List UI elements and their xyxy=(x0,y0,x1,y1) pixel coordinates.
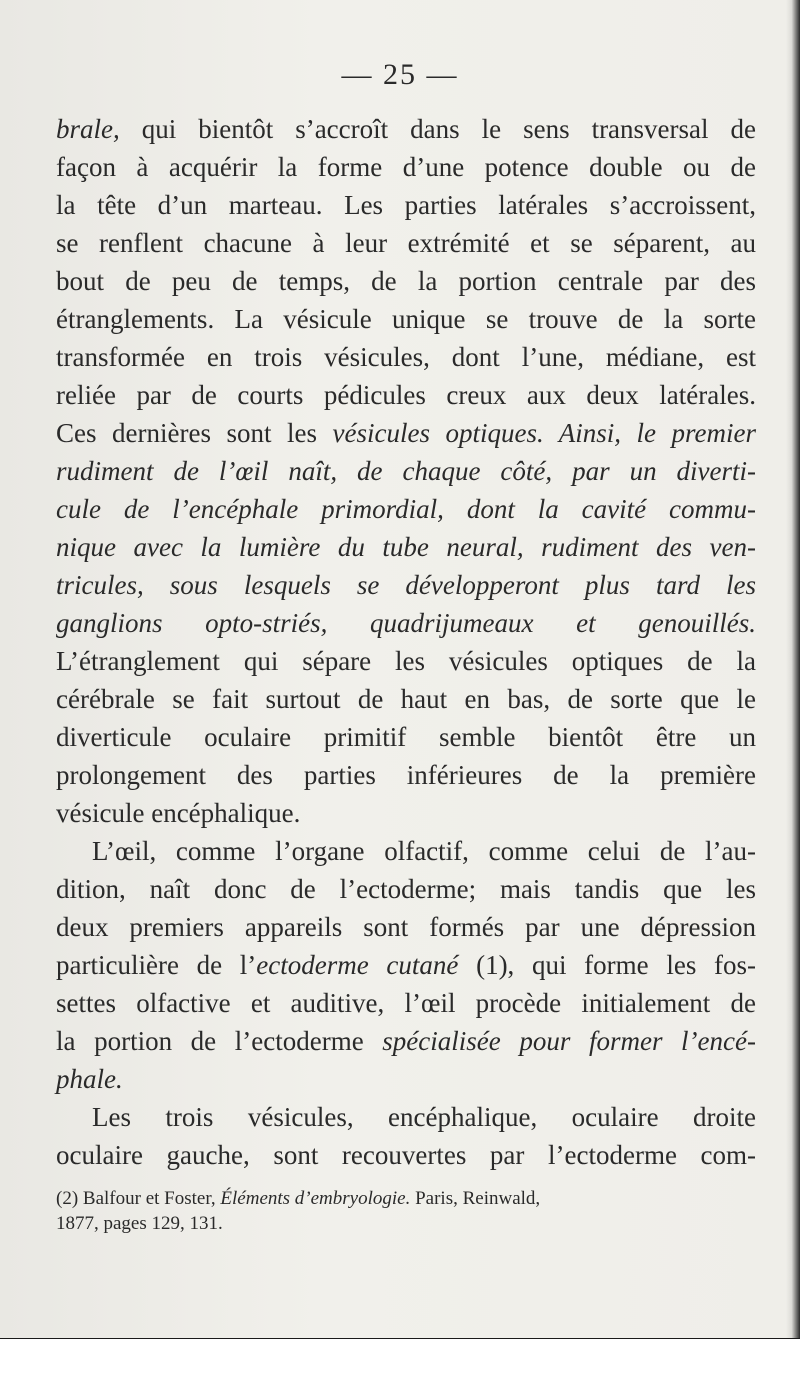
text-run: L’œil, comme l’organe olfactif, comme celui de l’au- xyxy=(92,836,756,866)
text-line xyxy=(56,908,756,946)
page-edge-shadow xyxy=(786,0,800,1373)
text-run: 1877, pages 129, 131. xyxy=(56,1213,223,1234)
text-line xyxy=(56,452,756,490)
footnote-line-2 xyxy=(56,1211,756,1236)
text-run: diverticule oculaire primitif semble bientôt être un xyxy=(56,722,756,752)
text-line xyxy=(56,794,756,832)
text-run: deux premiers appareils sont formés par une dépression xyxy=(56,912,756,942)
body-text xyxy=(56,110,756,1174)
text-line xyxy=(56,1136,756,1174)
text-line xyxy=(56,528,756,566)
text-line xyxy=(56,1098,756,1136)
text-run: dition, naît donc de l’ectoderme; mais tandis que les xyxy=(56,874,756,904)
text-run: vésicules optiques. Ainsi, le premier xyxy=(332,418,756,448)
text-run: brale, xyxy=(56,114,120,144)
text-run: Paris, Reinwald, xyxy=(410,1188,541,1209)
text-line xyxy=(56,300,756,338)
text-run: étranglements. La vésicule unique se trouve de la sorte xyxy=(56,304,756,334)
text-run: phale. xyxy=(56,1064,123,1094)
text-run: spécialisée pour former l’encé- xyxy=(382,1026,756,1056)
text-line xyxy=(56,1022,756,1060)
text-run: Éléments d’embryologie. xyxy=(220,1188,411,1209)
text-run: (1), qui forme les fos- xyxy=(458,950,757,980)
text-run: Les trois vésicules, encéphalique, oculaire droite xyxy=(92,1102,756,1132)
text-line xyxy=(56,110,756,148)
text-run: nique avec la lumière du tube neural, rudiment des ven- xyxy=(56,532,756,562)
text-line xyxy=(56,870,756,908)
text-run: settes olfactive et auditive, l’œil procède initialement de xyxy=(56,988,756,1018)
text-line xyxy=(56,946,756,984)
footnote xyxy=(56,1186,756,1236)
page-number: — 25 — xyxy=(341,58,459,91)
text-line xyxy=(56,376,756,414)
text-line xyxy=(56,338,756,376)
text-run: (2) Balfour et Foster, xyxy=(56,1188,221,1209)
footnote-line-1 xyxy=(56,1186,756,1211)
text-run: L’étranglement qui sépare les vésicules optiques de la xyxy=(56,646,756,676)
text-run: tricules, sous lesquels se développeront plus tard les xyxy=(56,570,756,600)
text-run: façon à acquérir la forme d’une potence double ou de xyxy=(56,152,756,182)
text-line xyxy=(56,262,756,300)
text-line xyxy=(56,604,756,642)
text-line xyxy=(56,718,756,756)
text-run: cérébrale se fait surtout de haut en bas, de sorte que le xyxy=(56,684,756,714)
text-line xyxy=(56,832,756,870)
text-line xyxy=(56,566,756,604)
scan-margin xyxy=(0,1339,800,1373)
text-line xyxy=(56,186,756,224)
text-line xyxy=(56,642,756,680)
text-run: se renflent chacune à leur extrémité et se séparent, au xyxy=(56,228,756,258)
text-line xyxy=(56,224,756,262)
text-run: la portion de l’ectoderme xyxy=(56,1026,383,1056)
text-line xyxy=(56,984,756,1022)
text-run: bout de peu de temps, de la portion centrale par des xyxy=(56,266,756,296)
text-line xyxy=(56,490,756,528)
text-run: vésicule encéphalique. xyxy=(56,798,301,828)
text-line xyxy=(56,414,756,452)
text-run: oculaire gauche, sont recouvertes par l’ectoderme com- xyxy=(56,1140,756,1170)
text-line xyxy=(56,148,756,186)
text-run: prolongement des parties inférieures de la première xyxy=(56,760,756,790)
text-line xyxy=(56,680,756,718)
text-run: ganglions opto-striés, quadrijumeaux et genouillés. xyxy=(56,608,756,638)
text-run: Ces dernières sont les xyxy=(56,418,333,448)
text-run: la tête d’un marteau. Les parties latérales s’accroissent, xyxy=(56,190,756,220)
text-line xyxy=(56,1060,756,1098)
text-run: particulière de l’ xyxy=(56,950,257,980)
text-line xyxy=(56,756,756,794)
text-run: cule de l’encéphale primordial, dont la cavité commu- xyxy=(56,494,756,524)
text-run: qui bientôt s’accroît dans le sens transversal de xyxy=(119,114,756,144)
text-run: reliée par de courts pédicules creux aux deux latérales. xyxy=(56,380,756,410)
text-run: transformée en trois vésicules, dont l’une, médiane, est xyxy=(56,342,756,372)
text-run: rudiment de l’œil naît, de chaque côté, par un diverti- xyxy=(56,456,756,486)
text-run: ectoderme cutané xyxy=(256,950,459,980)
